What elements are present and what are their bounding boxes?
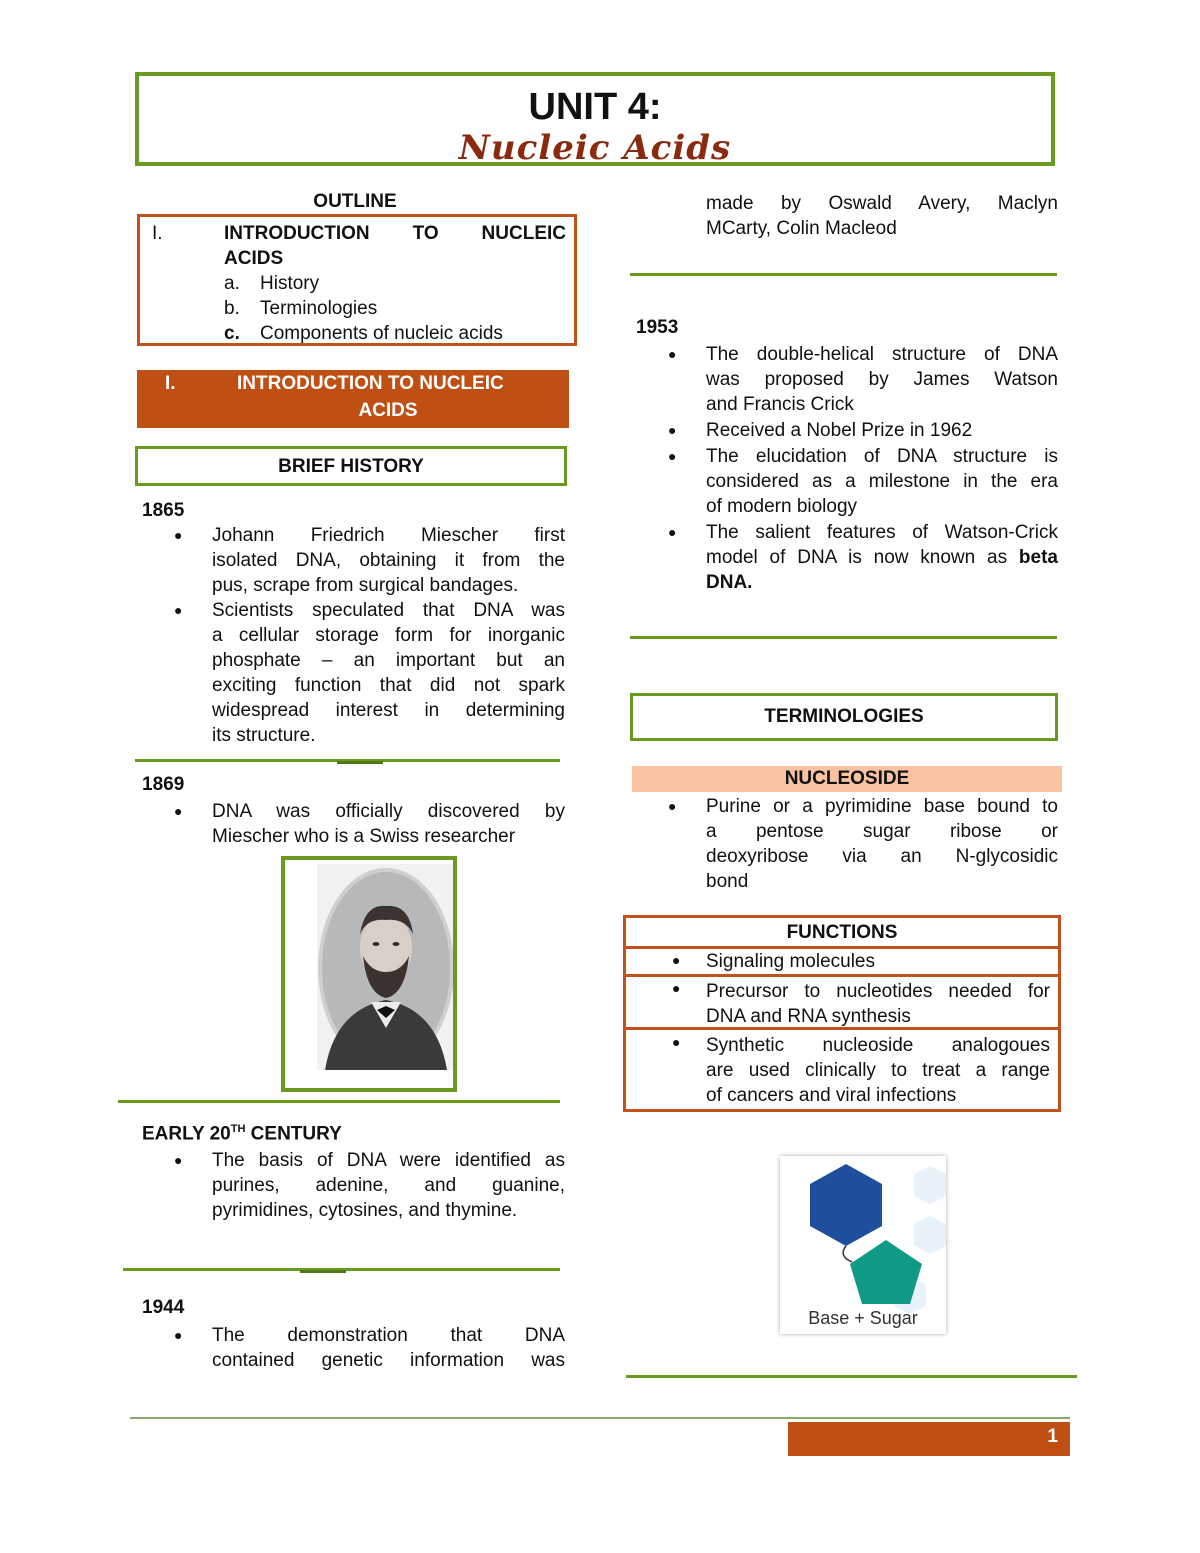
outline-subitem-text: Components of nucleic acids [260, 323, 503, 344]
nucleoside-heading: NUCLEOSIDE [632, 766, 1062, 792]
outline-item-title-1: INTRODUCTION TO NUCLEIC [224, 223, 566, 244]
brief-history-heading: BRIEF HISTORY [135, 446, 567, 486]
line: made by Oswald Avery, Maclyn [706, 193, 1058, 214]
bullet-1953-3 [668, 444, 1058, 519]
divider [626, 1375, 1077, 1378]
line: Precursor to nucleotides needed for [706, 981, 1050, 1002]
line: MCarty, Colin Macleod [706, 218, 897, 239]
footer-rule [130, 1417, 1070, 1419]
divider [118, 1100, 560, 1103]
year-1953: 1953 [636, 317, 679, 338]
functions-row [623, 1027, 1061, 1112]
line: and Francis Crick [706, 394, 854, 415]
line: Miescher who is a Swiss researcher [212, 826, 516, 847]
year-1869: 1869 [142, 774, 185, 795]
line: of modern biology [706, 496, 858, 517]
bullet-dot: ● [672, 980, 681, 996]
outline-subitem-letter: b. [224, 298, 240, 319]
outline-item-num: I. [152, 223, 163, 244]
divider [630, 273, 1057, 276]
bullet-1865-2 [174, 598, 565, 748]
outline-subitem-letter: c. [224, 323, 240, 344]
line: Received a Nobel Prize in 1962 [706, 420, 973, 441]
line: The elucidation of DNA structure is [706, 446, 1058, 467]
functions-table [623, 915, 1061, 1112]
divider-mark [300, 1270, 346, 1273]
line: Purine or a pyrimidine base bound to [706, 796, 1058, 817]
unit-title: UNIT 4: [528, 86, 662, 128]
year-1944: 1944 [142, 1297, 185, 1318]
section-title-line1: INTRODUCTION TO NUCLEIC [237, 373, 504, 394]
miescher-portrait [285, 860, 453, 1088]
line: bond [706, 871, 749, 892]
bullet-dot: ● [672, 1034, 681, 1050]
line: Scientists speculated that DNA was [212, 600, 565, 621]
line: purines, adenine, and guanine, [212, 1175, 565, 1196]
functions-row [623, 974, 1061, 1030]
bullet-dot: ● [668, 422, 677, 438]
line: DNA was officially discovered by [212, 801, 565, 822]
functions-row-text [706, 1033, 1050, 1108]
line: contained genetic information was [212, 1350, 565, 1371]
line: pyrimidines, cytosines, and thymine. [212, 1200, 518, 1221]
bullet-dot: ● [174, 602, 183, 618]
unit-subtitle: Nucleic Acids [458, 128, 732, 168]
bullet-dot: ● [174, 1152, 183, 1168]
line: The basis of DNA were identified as [212, 1150, 565, 1171]
outline-item-title-2: ACIDS [224, 248, 284, 269]
outline-heading: OUTLINE [313, 191, 397, 212]
section-title-line2: ACIDS [358, 400, 418, 421]
line: of cancers and viral infections [706, 1085, 957, 1106]
bold-term: DNA. [706, 572, 753, 593]
bold-term: beta [1018, 547, 1058, 568]
title-box [135, 72, 1055, 166]
line: isolated DNA, obtaining it from the [212, 550, 565, 571]
bullet-1944-1 [174, 1323, 565, 1373]
outline-subitem-text: Terminologies [260, 298, 378, 319]
year-1865: 1865 [142, 500, 185, 521]
year-early-20th [142, 1123, 342, 1145]
section-heading-bar [137, 370, 569, 428]
bullet-dot: ● [668, 798, 677, 814]
bullet-1944-continued [706, 191, 1058, 241]
bullet-dot: ● [672, 952, 681, 968]
year-text: EARLY 20 [142, 1123, 231, 1145]
line: Signaling molecules [706, 951, 875, 972]
divider [630, 636, 1057, 639]
line: The salient features of Watson-Crick [706, 522, 1058, 543]
bullet-dot: ● [668, 524, 677, 540]
line: was proposed by James Watson [706, 369, 1058, 390]
bullet-dot: ● [174, 1327, 183, 1343]
functions-heading: FUNCTIONS [623, 915, 1061, 949]
functions-row [623, 946, 1061, 977]
bullet-dot: ● [174, 803, 183, 819]
line: pus, scrape from surgical bandages. [212, 575, 519, 596]
line: a pentose sugar ribose or [706, 821, 1058, 842]
bullet-1865-1 [174, 523, 565, 598]
line: Johann Friedrich Miescher first [212, 525, 565, 546]
bullet-1869-1 [174, 799, 565, 849]
bullet-1953-4 [668, 520, 1058, 595]
bullet-dot: ● [668, 448, 677, 464]
section-num: I. [165, 373, 176, 394]
functions-row-text [706, 979, 1050, 1029]
nucleoside-definition [668, 794, 1058, 894]
line: phosphate – an important but an [212, 650, 565, 671]
bullet-1953-2 [668, 418, 1058, 443]
line: deoxyribose via an N-glycosidic [706, 846, 1058, 867]
line: considered as a milestone in the era [706, 471, 1058, 492]
nucleoside-figure [780, 1156, 946, 1334]
line: Synthetic nucleoside analogoues [706, 1035, 1050, 1056]
line: widespread interest in determining [212, 700, 565, 721]
page-number-bar [788, 1422, 1070, 1456]
line: its structure. [212, 725, 316, 746]
figure-caption: Base + Sugar [808, 1308, 918, 1328]
bullet-dot: ● [174, 527, 183, 543]
year-superscript: TH [230, 1123, 246, 1135]
line: The demonstration that DNA [212, 1325, 565, 1346]
outline-subitem-letter: a. [224, 273, 240, 294]
line: model of DNA is now known as [706, 547, 1019, 568]
line: are used clinically to treat a range [706, 1060, 1050, 1081]
page-number: 1 [1047, 1426, 1058, 1447]
year-text: CENTURY [245, 1123, 342, 1145]
line: a cellular storage form for inorganic [212, 625, 565, 646]
outline-box [137, 214, 577, 346]
bullet-1953-1 [668, 342, 1058, 417]
divider-mark [337, 761, 383, 764]
miescher-photo-frame [281, 856, 457, 1092]
line: exciting function that did not spark [212, 675, 565, 696]
bullet-dot: ● [668, 346, 677, 362]
line: The double-helical structure of DNA [706, 344, 1058, 365]
terminologies-heading: TERMINOLOGIES [630, 693, 1058, 741]
bullet-early20-1 [174, 1148, 565, 1223]
outline-subitem-text: History [260, 273, 320, 294]
line: DNA and RNA synthesis [706, 1006, 911, 1027]
